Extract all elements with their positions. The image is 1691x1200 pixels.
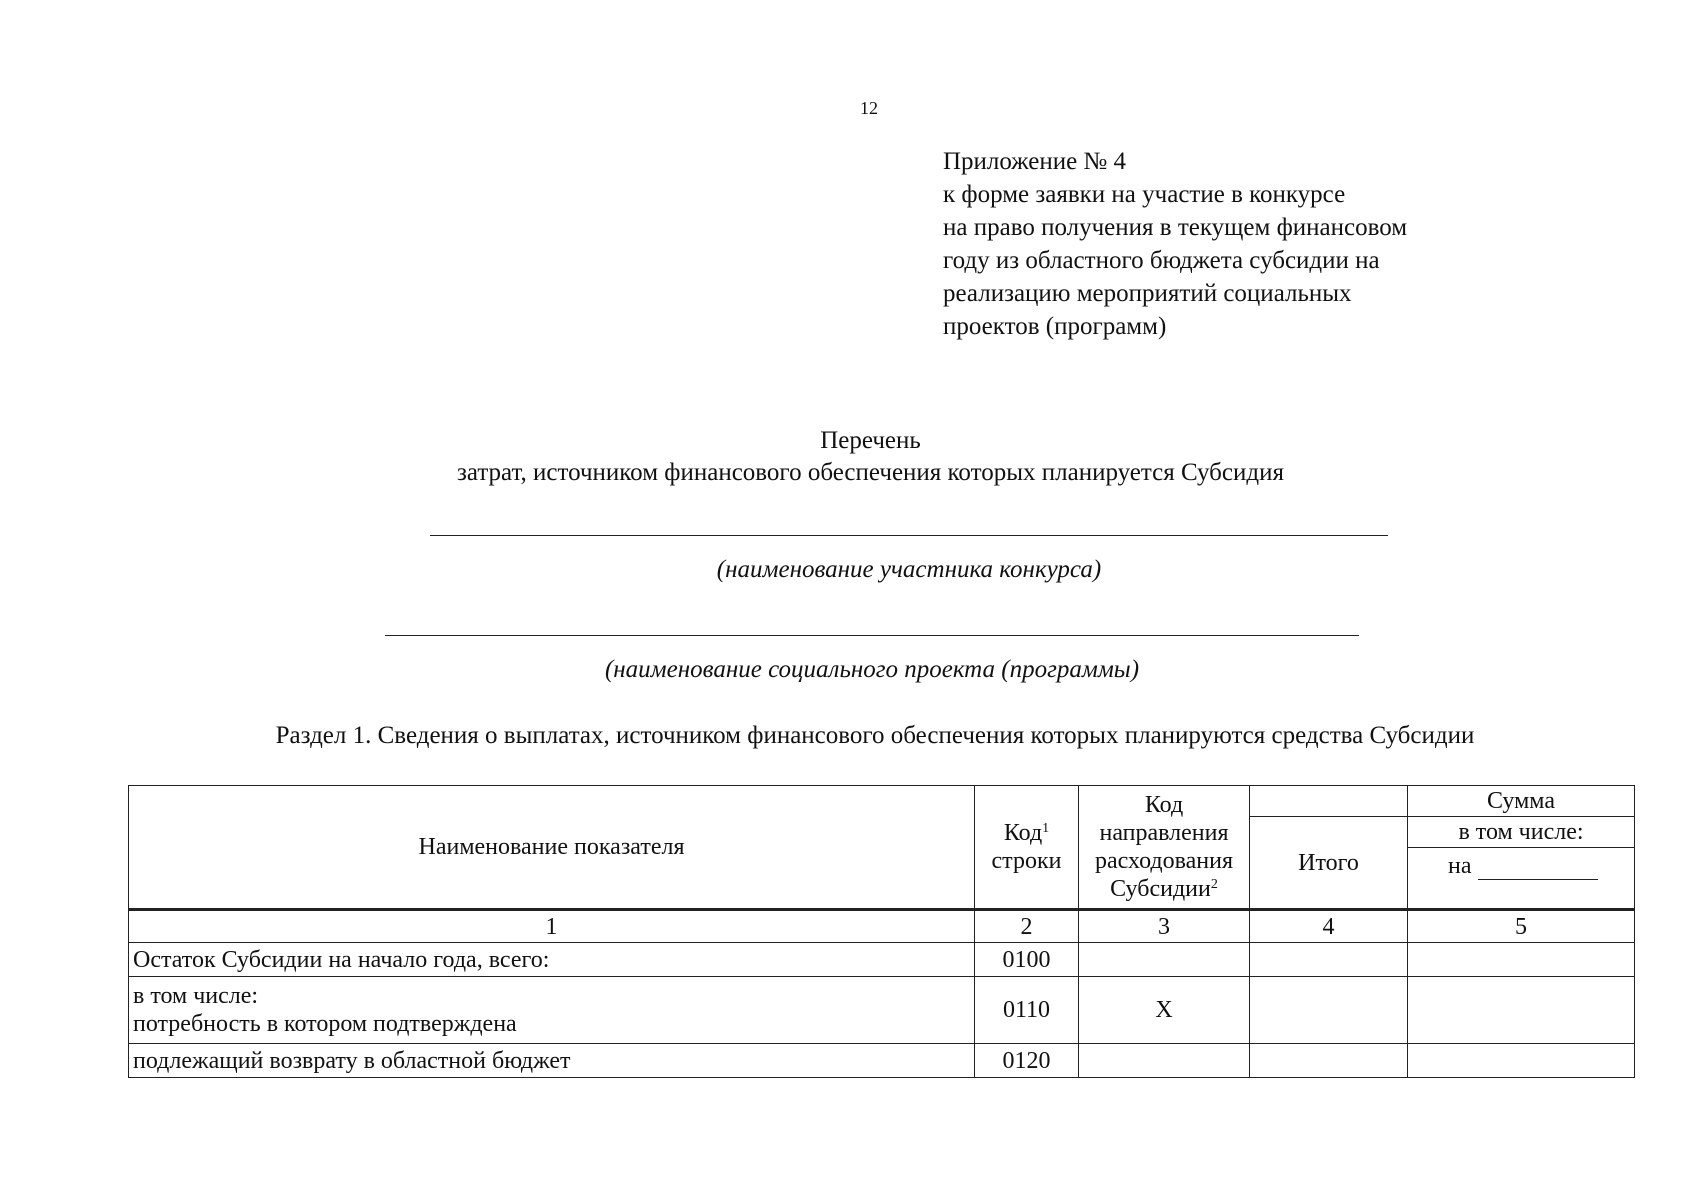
header-na	[1408, 848, 1635, 910]
table-row	[129, 977, 1635, 1044]
table-row	[129, 943, 1635, 977]
row-direction[interactable]	[1079, 943, 1250, 977]
appendix-line: проектов (программ)	[943, 313, 1167, 340]
project-caption: (наименование социального проекта (программы)	[604, 656, 1140, 683]
row-total[interactable]	[1250, 977, 1408, 1044]
footnote-1: 1	[1042, 821, 1050, 836]
header-direction-line: расходования	[1095, 848, 1233, 874]
header-direction	[1079, 786, 1250, 910]
row-name: подлежащий возврату в областной бюджет	[129, 1044, 975, 1078]
row-total[interactable]	[1250, 1044, 1408, 1078]
header-total: Итого	[1250, 817, 1408, 910]
appendix-line: Приложение № 4	[943, 148, 1127, 175]
appendix-block	[943, 145, 1407, 343]
header-sum: Сумма	[1408, 786, 1635, 817]
column-numbers-row	[129, 910, 1635, 943]
participant-caption: (наименование участника конкурса)	[716, 556, 1102, 583]
row-code: 0110	[975, 977, 1079, 1044]
table-row	[129, 1044, 1635, 1078]
row-sum[interactable]	[1408, 1044, 1635, 1078]
row-name: Остаток Субсидии на начало года, всего:	[129, 943, 975, 977]
header-including: в том числе:	[1408, 817, 1635, 848]
column-number: 2	[975, 910, 1079, 943]
footnote-2: 2	[1210, 877, 1218, 892]
title-line: Перечень	[820, 427, 921, 454]
header-code-line2: строки	[991, 848, 1062, 874]
row-total[interactable]	[1250, 943, 1408, 977]
project-name-blank[interactable]	[385, 635, 1359, 636]
row-sum[interactable]	[1408, 977, 1635, 1044]
header-direction-line: направления	[1099, 820, 1229, 846]
column-number: 3	[1079, 910, 1250, 943]
na-blank[interactable]	[1478, 857, 1598, 880]
page-number: 12	[860, 98, 878, 118]
column-number: 4	[1250, 910, 1408, 943]
appendix-line: к форме заявки на участие в конкурсе	[943, 181, 1346, 208]
row-name	[129, 977, 975, 1044]
header-indicator: Наименование показателя	[129, 786, 975, 910]
appendix-line: реализацию мероприятий социальных	[943, 280, 1352, 307]
header-direction-line: Код	[1144, 792, 1184, 818]
header-direction-line: Субсидии	[1110, 876, 1211, 902]
table-header-row	[129, 786, 1635, 817]
header-na-label: на	[1448, 853, 1472, 879]
appendix-line: на право получения в текущем финансовом	[943, 214, 1408, 241]
header-total-top	[1250, 786, 1408, 817]
header-code-line1: Код	[1003, 820, 1043, 846]
row-name-line: потребность в котором подтверждена	[133, 1011, 517, 1037]
row-direction: X	[1079, 977, 1250, 1044]
expenses-table	[128, 785, 1635, 1078]
row-sum[interactable]	[1408, 943, 1635, 977]
participant-name-blank[interactable]	[430, 535, 1388, 536]
appendix-line: году из областного бюджета субсидии на	[943, 247, 1380, 274]
column-number: 5	[1408, 910, 1635, 943]
document-title	[0, 425, 1691, 489]
row-code: 0120	[975, 1044, 1079, 1078]
row-name-line: в том числе:	[133, 983, 259, 1009]
row-code: 0100	[975, 943, 1079, 977]
title-line: затрат, источником финансового обеспечения которых планируется Субсидия	[457, 459, 1284, 486]
header-code	[975, 786, 1079, 910]
section-heading: Раздел 1. Сведения о выплатах, источником финансового обеспечения которых планируются средства Субсидии	[275, 722, 1475, 749]
row-direction[interactable]	[1079, 1044, 1250, 1078]
column-number: 1	[129, 910, 975, 943]
